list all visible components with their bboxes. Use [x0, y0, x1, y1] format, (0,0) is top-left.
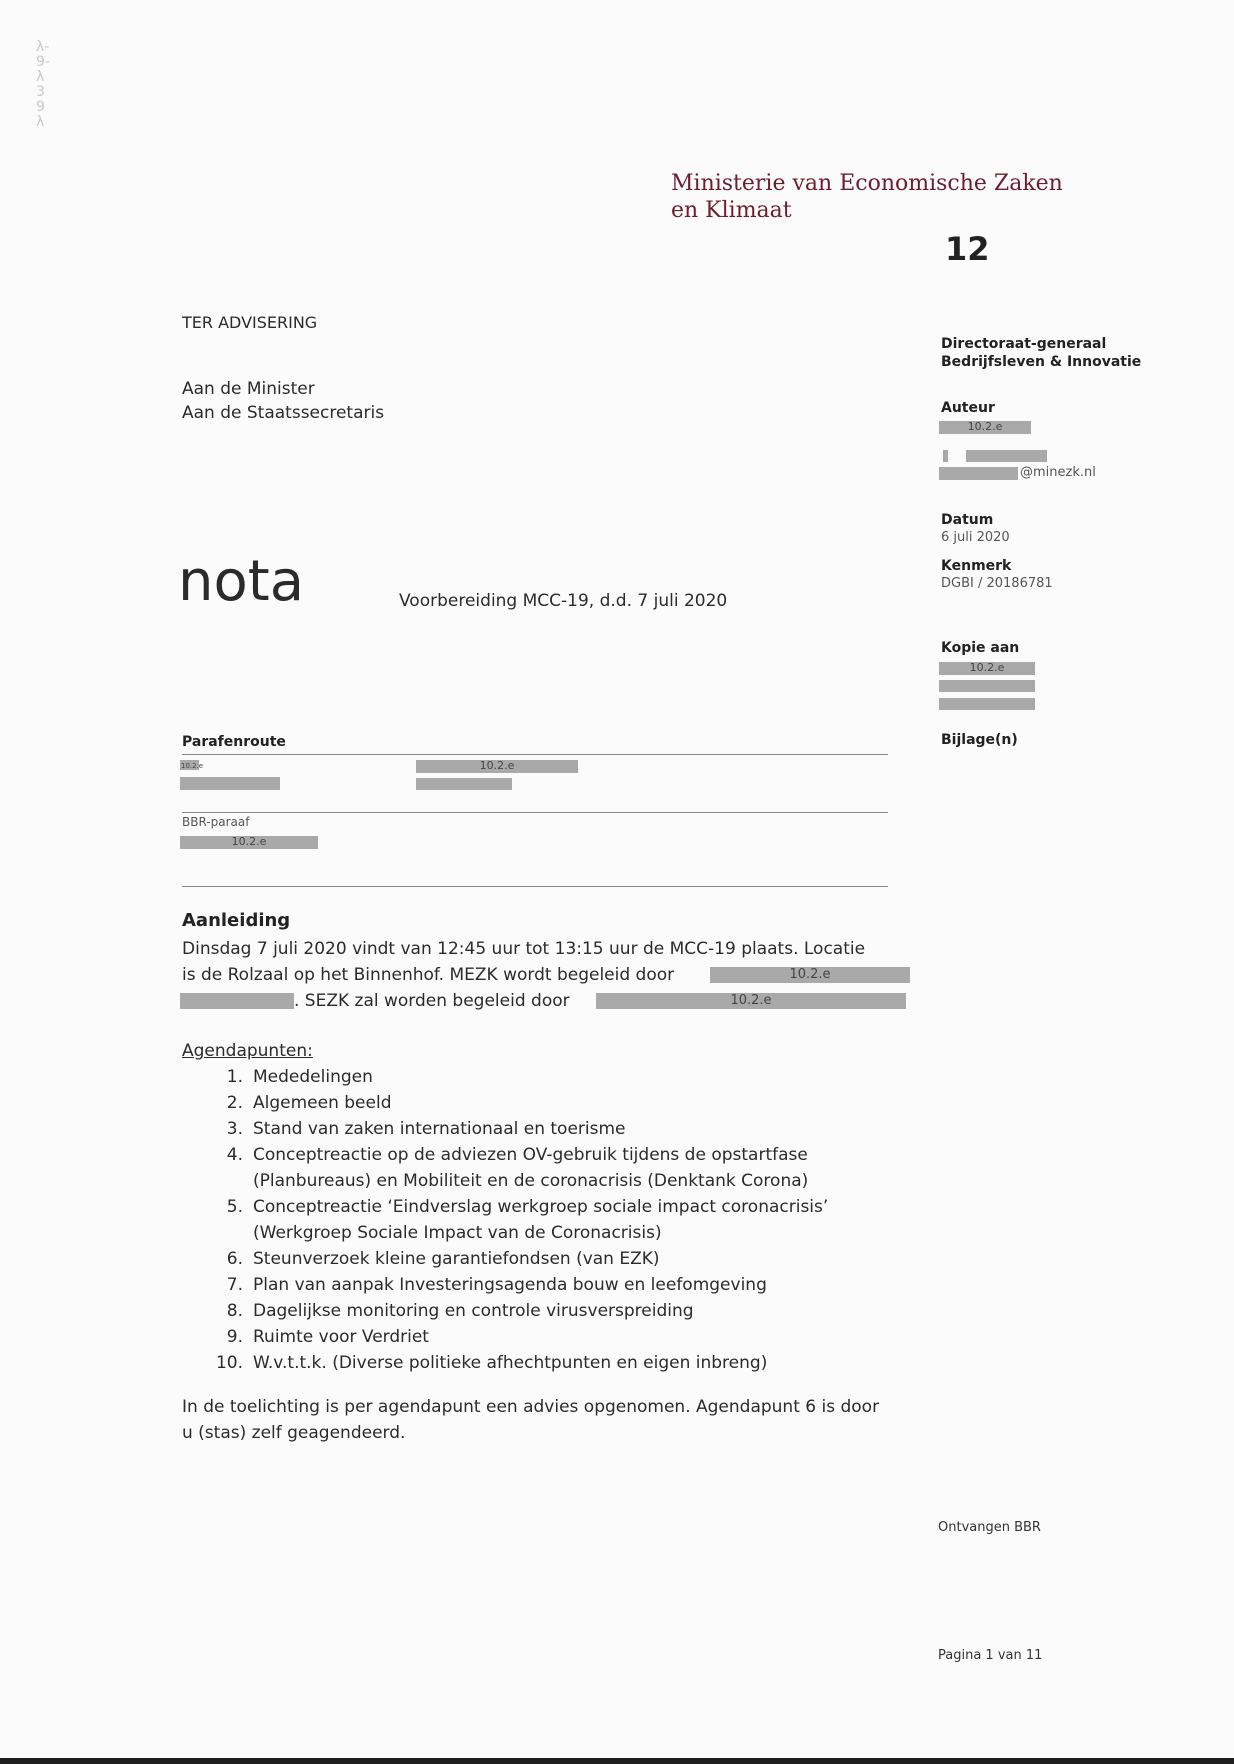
recipient-minister: Aan de Minister — [182, 379, 315, 399]
attachments-label: Bijlage(n) — [941, 732, 1018, 748]
copy-redaction: 10.2.e — [939, 662, 1035, 675]
email-redaction — [939, 467, 1018, 480]
ministry-line-2: en Klimaat — [671, 198, 792, 223]
aanleiding-line-2 — [182, 962, 922, 988]
reference-value: DGBI / 20186781 — [941, 576, 1053, 591]
agenda-list — [215, 1064, 933, 1376]
divider — [182, 812, 888, 813]
margin-handwriting: λ-9-λ39λ — [36, 39, 50, 130]
divider — [182, 886, 888, 887]
received-stamp: Ontvangen BBR — [938, 1520, 1041, 1535]
agenda-item: 5. Conceptreactie ‘Eindverslag werkgroep sociale impact coronacrisis’ (Werkgroep Sociale Impact van de Coronacrisis) — [226, 1197, 829, 1243]
redaction-block — [943, 450, 948, 462]
aanleiding-line-1: Dinsdag 7 juli 2020 vindt van 12:45 uur tot 13:15 uur de MCC-19 plaats. Locatie — [182, 939, 866, 959]
routing-redaction: 10.2.e — [416, 760, 578, 773]
aanleiding-line-3 — [182, 988, 922, 1014]
aanleiding-line-3-text: . SEZK zal worden begeleid door — [294, 991, 570, 1011]
escort-redaction-2: 10.2.e — [596, 993, 906, 1009]
subject-line: Voorbereiding MCC-19, d.d. 7 juli 2020 — [399, 591, 728, 611]
section-heading-aanleiding: Aanleiding — [182, 910, 291, 931]
agenda-item: 4. Conceptreactie op de adviezen OV-gebruik tijdens de opstartfase (Planbureaus) en Mobiliteit en de coronacrisis (Denktank Corona) — [226, 1145, 809, 1191]
document-type-title: nota — [178, 549, 305, 614]
aanleiding-paragraph — [182, 936, 922, 1014]
page-indicator: Pagina 1 van 11 — [938, 1648, 1043, 1663]
agenda-item: 7. Plan van aanpak Investeringsagenda bouw en leefomgeving — [226, 1275, 767, 1295]
aanleiding-line-2-text: is de Rolzaal op het Binnenhof. MEZK wordt begeleid door — [182, 965, 675, 985]
classification: TER ADVISERING — [182, 313, 318, 332]
author-label: Auteur — [941, 400, 995, 416]
author-redaction: 10.2.e — [939, 421, 1031, 434]
redaction-block — [939, 680, 1035, 692]
closing-paragraph — [182, 1394, 942, 1446]
closing-line-1: In de toelichting is per agendapunt een advies opgenomen. Agendapunt 6 is door — [182, 1397, 880, 1417]
bbr-paraaf-label: BBR-paraaf — [182, 815, 250, 829]
recipient-state-secretary: Aan de Staatssecretaris — [182, 403, 385, 423]
agenda-item: 2. Algemeen beeld — [226, 1093, 392, 1113]
redaction-block — [966, 450, 1047, 462]
date-value: 6 juli 2020 — [941, 530, 1010, 545]
agenda-item: 9. Ruimte voor Verdriet — [226, 1327, 429, 1347]
escort-redaction: 10.2.e — [710, 967, 910, 983]
bbr-redaction: 10.2.e — [180, 836, 318, 849]
reference-label: Kenmerk — [941, 558, 1012, 574]
redaction-block — [180, 777, 280, 790]
agenda-item: 1. Mededelingen — [226, 1067, 373, 1087]
email-domain: @minezk.nl — [1020, 465, 1096, 480]
ministry-name — [671, 170, 1063, 224]
agenda-heading: Agendapunten: — [182, 1041, 313, 1061]
redaction-block — [180, 993, 294, 1009]
agenda-item: 3. Stand van zaken internationaal en toerisme — [226, 1119, 626, 1139]
divider — [182, 754, 888, 755]
agenda-item: 8. Dagelijkse monitoring en controle virusverspreiding — [226, 1301, 694, 1321]
closing-line-2: u (stas) zelf geagendeerd. — [182, 1423, 406, 1443]
redaction-block — [416, 778, 512, 790]
directorate-line-1: Directoraat-generaal — [941, 336, 1107, 352]
routing-label: Parafenroute — [182, 734, 286, 750]
routing-redaction-small: 10.2.e — [181, 762, 204, 770]
redaction-block — [939, 698, 1035, 710]
date-label: Datum — [941, 512, 994, 528]
agenda-item: 10. W.v.t.t.k. (Diverse politieke afhechtpunten en eigen inbreng) — [215, 1353, 768, 1373]
scan-edge — [0, 1758, 1234, 1764]
directorate-line-2: Bedrijfsleven & Innovatie — [941, 354, 1142, 370]
ministry-line-1: Ministerie van Economische Zaken — [671, 171, 1063, 196]
handwritten-page-number: 12 — [945, 230, 990, 268]
copy-label: Kopie aan — [941, 640, 1020, 656]
agenda-item: 6. Steunverzoek kleine garantiefondsen (van EZK) — [226, 1249, 660, 1269]
